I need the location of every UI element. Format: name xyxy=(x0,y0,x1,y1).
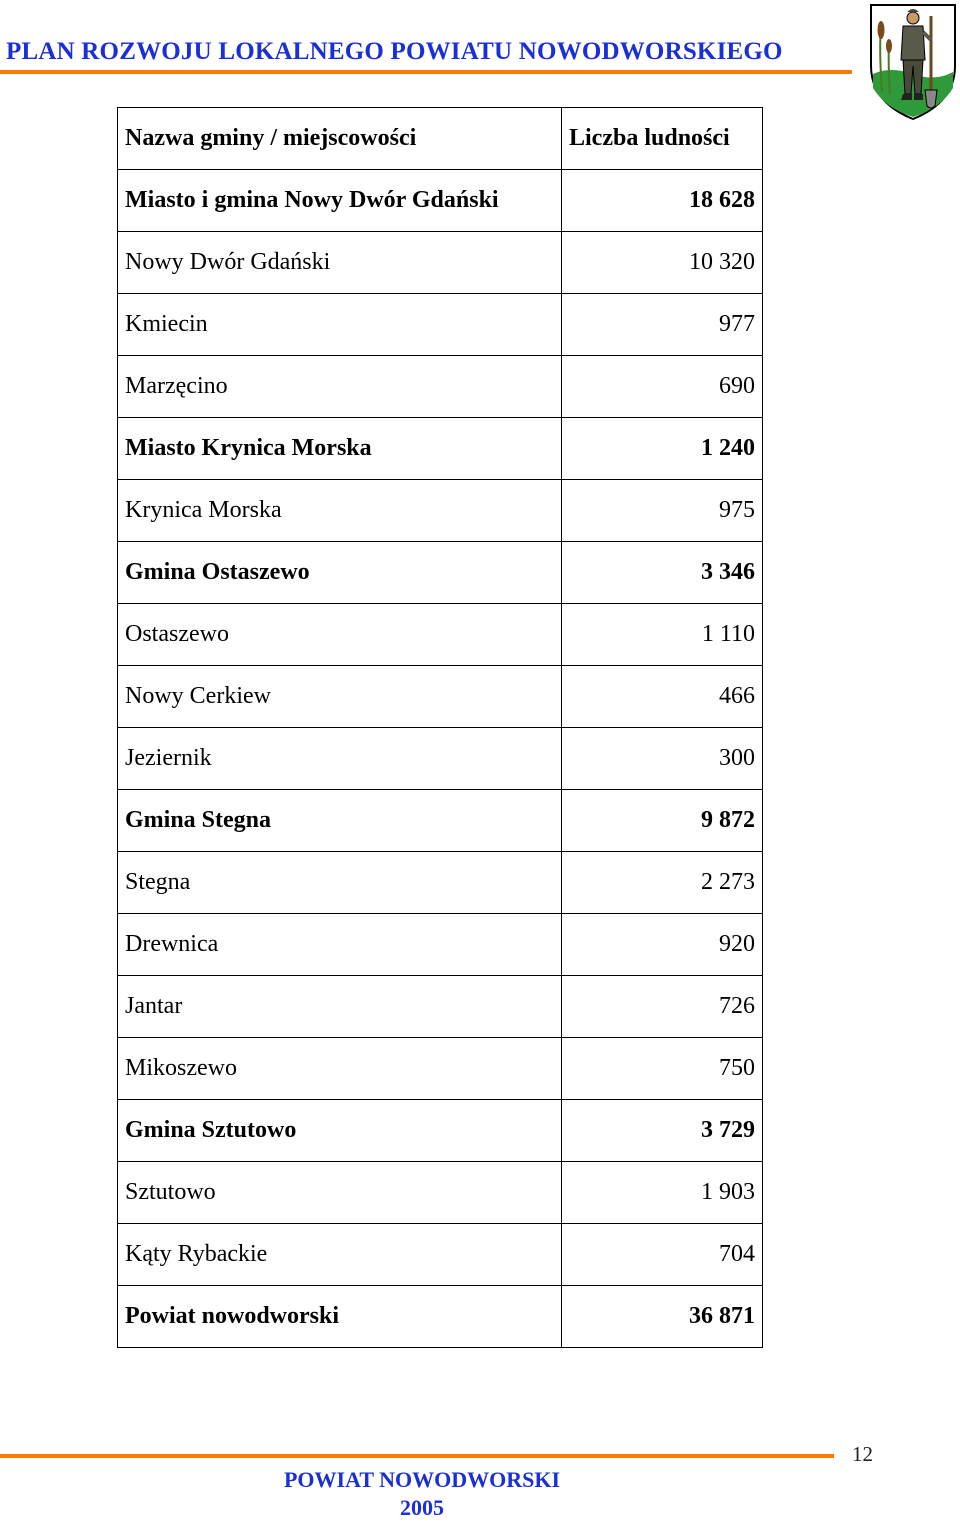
table-row xyxy=(118,1038,763,1100)
table-row xyxy=(118,976,763,1038)
municipality-name-cell: Kąty Rybackie xyxy=(118,1224,562,1286)
population-value-cell: 2 273 xyxy=(562,852,763,914)
population-value-cell: 3 346 xyxy=(562,542,763,604)
municipality-name-cell: Gmina Sztutowo xyxy=(118,1100,562,1162)
page-number: 12 xyxy=(852,1442,873,1466)
population-value-cell: 300 xyxy=(562,728,763,790)
population-value-cell: 10 320 xyxy=(562,232,763,294)
municipality-name-cell: Jantar xyxy=(118,976,562,1038)
column-header-population: Liczba ludności xyxy=(562,108,763,170)
population-value-cell: 466 xyxy=(562,666,763,728)
footer-title-line2: 2005 xyxy=(400,1495,444,1520)
table-row xyxy=(118,356,763,418)
column-header-municipality: Nazwa gminy / miejscowości xyxy=(118,108,562,170)
population-value-cell: 36 871 xyxy=(562,1286,763,1348)
table-row xyxy=(118,480,763,542)
municipality-name-cell: Stegna xyxy=(118,852,562,914)
municipality-name-cell: Miasto Krynica Morska xyxy=(118,418,562,480)
footer-title-line1: POWIAT NOWODWORSKI xyxy=(283,1467,561,1492)
table-row xyxy=(118,418,763,480)
municipality-name-cell: Kmiecin xyxy=(118,294,562,356)
table-row xyxy=(118,1100,763,1162)
table-header-row xyxy=(118,108,763,170)
municipality-name-cell: Krynica Morska xyxy=(118,480,562,542)
table-row xyxy=(118,170,763,232)
document-header-title: PLAN ROZWOJU LOKALNEGO POWIATU NOWODWORSKIEGO xyxy=(6,38,783,65)
table-row xyxy=(118,728,763,790)
population-value-cell: 1 240 xyxy=(562,418,763,480)
municipality-name-cell: Nowy Cerkiew xyxy=(118,666,562,728)
population-value-cell: 18 628 xyxy=(562,170,763,232)
population-value-cell: 977 xyxy=(562,294,763,356)
table-row xyxy=(118,294,763,356)
population-value-cell: 690 xyxy=(562,356,763,418)
population-value-cell: 975 xyxy=(562,480,763,542)
population-value-cell: 3 729 xyxy=(562,1100,763,1162)
coat-of-arms-icon xyxy=(867,2,959,122)
municipality-name-cell: Nowy Dwór Gdański xyxy=(118,232,562,294)
header-rule xyxy=(0,70,852,74)
municipality-name-cell: Miasto i gmina Nowy Dwór Gdański xyxy=(118,170,562,232)
population-table xyxy=(117,107,763,1348)
table-row xyxy=(118,914,763,976)
table-row xyxy=(118,1224,763,1286)
municipality-name-cell: Powiat nowodworski xyxy=(118,1286,562,1348)
population-value-cell: 920 xyxy=(562,914,763,976)
municipality-name-cell: Drewnica xyxy=(118,914,562,976)
population-value-cell: 704 xyxy=(562,1224,763,1286)
table-row xyxy=(118,1162,763,1224)
table-row xyxy=(118,604,763,666)
municipality-name-cell: Ostaszewo xyxy=(118,604,562,666)
table-row xyxy=(118,666,763,728)
population-value-cell: 1 110 xyxy=(562,604,763,666)
table-row xyxy=(118,542,763,604)
municipality-name-cell: Mikoszewo xyxy=(118,1038,562,1100)
municipality-name-cell: Marzęcino xyxy=(118,356,562,418)
municipality-name-cell: Jeziernik xyxy=(118,728,562,790)
municipality-name-cell: Gmina Stegna xyxy=(118,790,562,852)
table-row xyxy=(118,790,763,852)
municipality-name-cell: Sztutowo xyxy=(118,1162,562,1224)
table-row xyxy=(118,232,763,294)
municipality-name-cell: Gmina Ostaszewo xyxy=(118,542,562,604)
population-value-cell: 9 872 xyxy=(562,790,763,852)
footer-title xyxy=(0,1466,844,1522)
table-row xyxy=(118,852,763,914)
population-value-cell: 1 903 xyxy=(562,1162,763,1224)
footer-rule xyxy=(0,1454,834,1458)
population-value-cell: 750 xyxy=(562,1038,763,1100)
population-value-cell: 726 xyxy=(562,976,763,1038)
table-row xyxy=(118,1286,763,1348)
